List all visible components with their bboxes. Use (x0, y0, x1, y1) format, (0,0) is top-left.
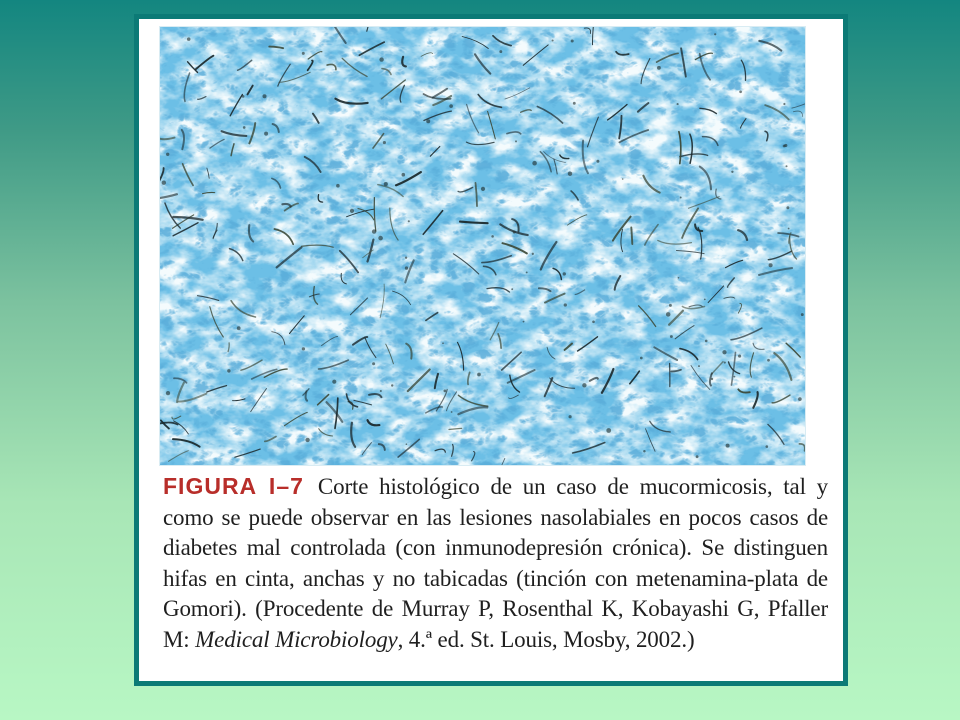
stain-speck (302, 52, 305, 55)
figure-caption (163, 471, 828, 655)
stain-speck (677, 103, 679, 105)
stain-speck (711, 378, 713, 380)
stain-speck (237, 326, 241, 330)
stain-speck (391, 384, 393, 386)
stain-speck (442, 342, 444, 344)
stain-speck (726, 444, 730, 448)
stain-speck (372, 229, 376, 233)
stain-speck (405, 257, 407, 259)
histology-micrograph (159, 26, 806, 466)
stain-speck (784, 144, 787, 147)
micrograph-svg (160, 27, 805, 465)
stain-speck (477, 373, 481, 377)
stain-speck (166, 391, 170, 395)
stain-speck (405, 266, 408, 269)
stain-speck (379, 57, 383, 61)
stain-speck (227, 369, 230, 372)
stain-speck (481, 187, 485, 191)
stain-speck (722, 350, 726, 354)
stain-speck (380, 390, 382, 392)
stain-speck (731, 171, 733, 173)
figure-label: FIGURA I–7 (163, 473, 304, 499)
stain-speck (669, 304, 672, 307)
stain-speck (564, 303, 567, 306)
stain-speck (680, 197, 682, 199)
stain-speck (592, 320, 595, 323)
stain-speck (302, 347, 305, 350)
stain-speck (243, 126, 246, 129)
stain-speck (666, 312, 671, 317)
stain-speck (552, 39, 554, 41)
stain-speck (378, 236, 383, 241)
stain-speck (449, 104, 453, 108)
stain-speck (264, 132, 268, 136)
stain-speck (526, 271, 528, 273)
stain-speck (162, 181, 166, 185)
stain-speck (336, 184, 340, 188)
stain-speck (571, 39, 574, 42)
stain-speck (426, 119, 430, 123)
stain-speck (786, 206, 789, 209)
stain-speck (657, 66, 661, 70)
stain-speck (444, 390, 447, 393)
figure-card (134, 14, 848, 686)
stain-speck (606, 428, 611, 433)
stain-speck (739, 90, 742, 93)
stain-speck (513, 231, 516, 234)
stain-speck (643, 450, 645, 452)
stain-speck (187, 37, 191, 41)
stain-speck (332, 380, 336, 384)
stain-speck (563, 272, 566, 275)
stain-speck (515, 140, 517, 142)
stain-speck (384, 182, 388, 186)
stain-speck (765, 445, 768, 448)
stain-speck (788, 228, 790, 230)
stain-speck (532, 253, 534, 255)
caption-book-title: Medical Microbiology (195, 626, 398, 652)
stain-speck (511, 288, 513, 290)
stain-speck (801, 313, 804, 316)
stain-speck (491, 235, 494, 238)
stain-speck (698, 365, 700, 367)
stain-speck (568, 171, 572, 175)
stain-speck (622, 178, 624, 180)
stain-speck (573, 102, 576, 105)
stain-speck (705, 340, 708, 343)
stain-speck (408, 220, 410, 222)
stain-speck (242, 95, 245, 98)
stain-speck (350, 209, 354, 213)
stain-speck (263, 94, 267, 98)
stain-speck (372, 362, 375, 365)
stain-speck (499, 50, 502, 53)
caption-text: Corte histológico de un caso de mucormicosis, tal y como se puede observar en las lesiones nasolabiales en pocos casos de diabetes mal controlada (con inmunodepresión crónica). Se distinguen hifas en cinta, anchas y no tabicadas (tinción con metenamina-plata de Gomori). (Procedente de Murray P, Rosenthal K, Kobayashi G, Pfaller M: (163, 474, 828, 652)
stain-speck (582, 383, 586, 387)
caption-citation: , 4.ª ed. St. Louis, Mosby, 2002.) (397, 626, 695, 652)
stain-speck (798, 397, 802, 401)
stain-speck (670, 335, 673, 338)
stain-speck (714, 33, 716, 35)
stain-speck (569, 415, 572, 418)
stain-speck (402, 173, 406, 177)
stain-speck (166, 153, 169, 156)
stain-speck (383, 141, 386, 144)
stain-speck (767, 359, 770, 362)
stain-speck (724, 362, 726, 364)
stain-speck (738, 355, 741, 358)
stain-speck (640, 357, 643, 360)
stain-speck (769, 263, 773, 267)
stain-speck (678, 277, 680, 279)
hypha-strand (631, 227, 632, 244)
stain-speck (523, 321, 525, 323)
stain-speck (596, 160, 599, 163)
stain-speck (451, 411, 453, 413)
stain-speck (305, 438, 309, 442)
stain-speck (704, 299, 706, 301)
stain-speck (733, 376, 735, 378)
stain-speck (532, 161, 537, 166)
stain-speck (406, 443, 408, 445)
stain-speck (783, 103, 785, 105)
stain-speck (785, 165, 787, 167)
stain-speck (696, 455, 699, 458)
